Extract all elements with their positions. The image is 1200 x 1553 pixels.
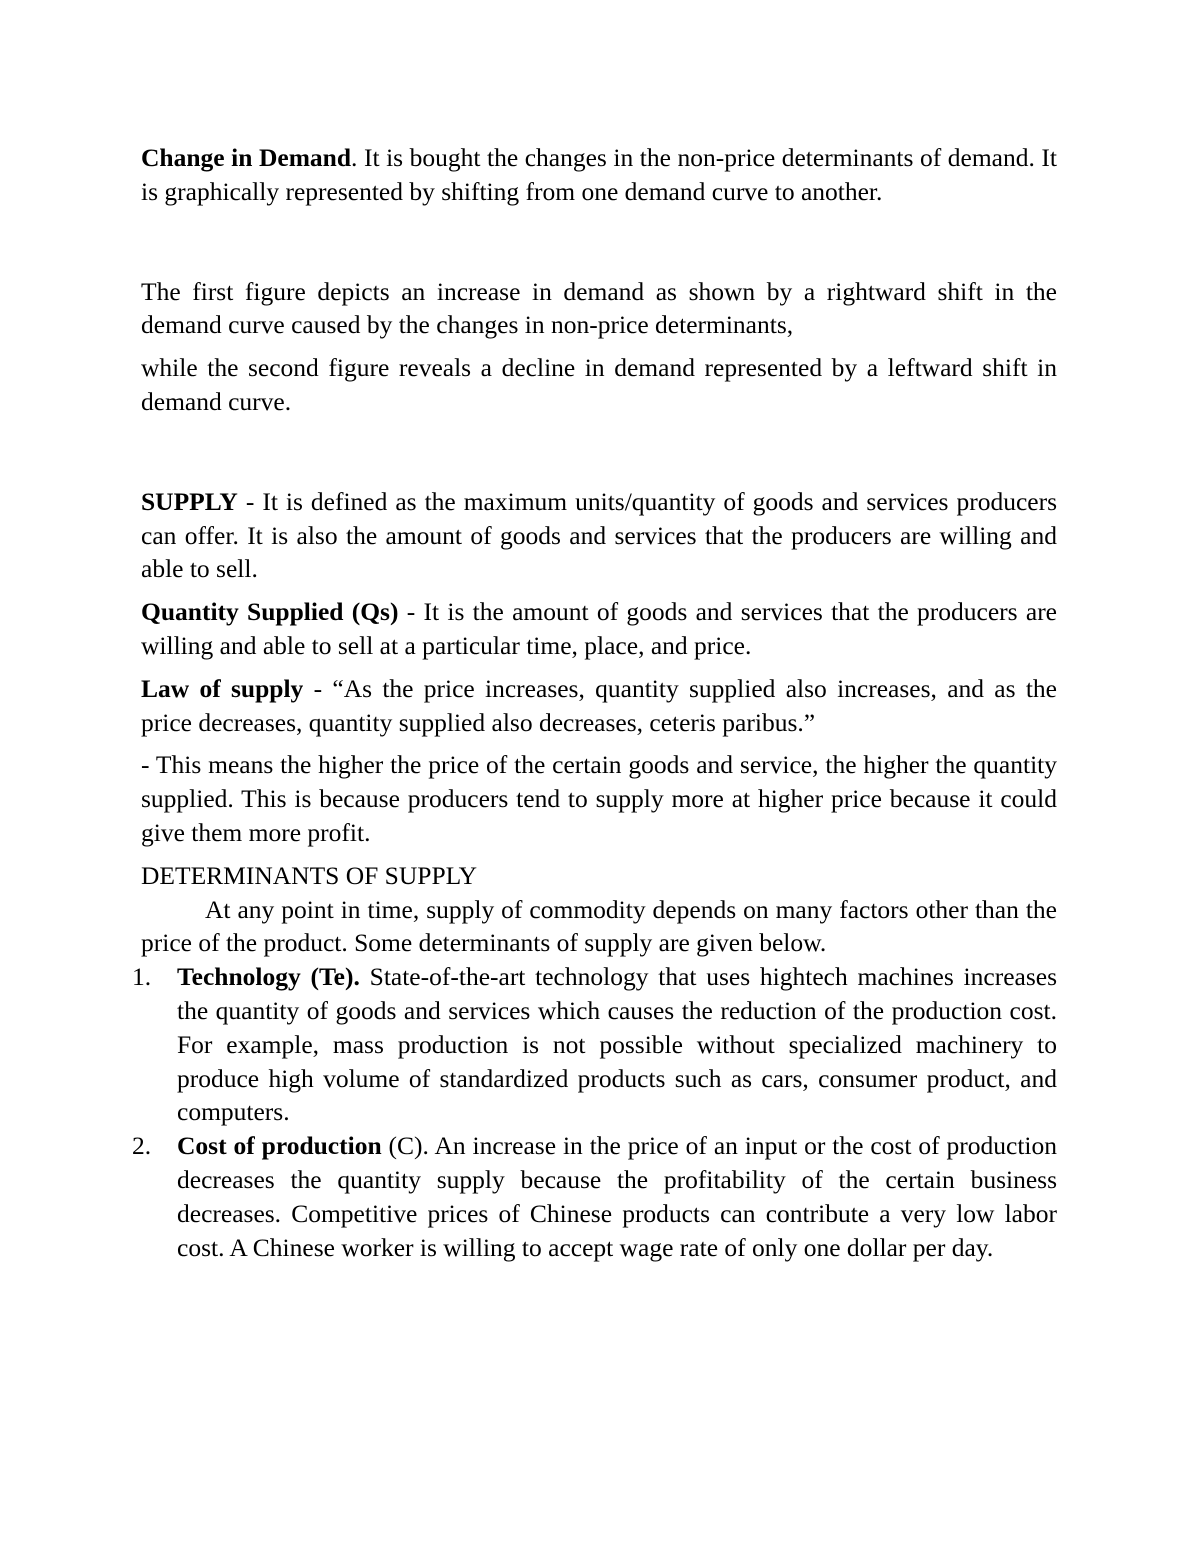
cost-of-production-term-suffix: (C). [381, 1131, 429, 1161]
cost-of-production-text: An increase in the price of an input or the cost of production decreases the quantity supply because the profitability of the certain business decreases. Competitive prices of Chinese products can contribute a very low labor cost. A Chinese worker is willing to accept wage rate of only one dollar per day. [177, 1131, 1057, 1262]
quantity-supplied-paragraph [141, 595, 1057, 663]
list-item-number: 1. [132, 962, 152, 992]
determinants-intro: At any point in time, supply of commodity depends on many factors other than the price of the product. Some determinants of supply are given below. [141, 894, 1057, 958]
supply-text: - It is defined as the maximum units/quantity of goods and services producers can offer. It is also the amount of goods and services that the producers are willing and able to sell. [141, 486, 1057, 584]
determinants-heading: DETERMINANTS OF SUPPLY [141, 860, 478, 890]
law-explanation-paragraph: - This means the higher the price of the certain goods and service, the higher the quantity supplied. This is because producers tend to supply more at higher price because it could give them more profit. [141, 750, 1057, 847]
change-in-demand-paragraph [141, 141, 1057, 209]
quantity-supplied-text: - It is the amount of goods and services that the producers are willing and able to sell at a particular time, place, and price. [141, 597, 1058, 660]
supply-term: SUPPLY [141, 486, 238, 516]
quantity-supplied-term: Quantity Supplied (Qs) [141, 597, 399, 627]
determinants-list [132, 960, 1057, 1264]
change-in-demand-text: . It is bought the changes in the non-price determinants of demand. It is graphically represented by shifting from one demand curve to another. [141, 143, 1057, 206]
second-figure-paragraph: while the second figure reveals a decline in demand represented by a leftward shift in demand curve. [141, 353, 1057, 416]
law-of-supply-text: - “As the price increases, quantity supplied also increases, and as the price decreases, quantity supplied also decreases, ceteris paribus.” [141, 673, 1057, 737]
change-in-demand-term: Change in Demand [141, 143, 352, 172]
first-figure-paragraph: The first figure depicts an increase in demand as shown by a rightward shift in the demand curve caused by the changes in non-price determinants, [141, 276, 1057, 340]
list-item [132, 960, 1057, 1129]
technology-term: Technology (Te). [177, 962, 360, 992]
document-body [132, 141, 1058, 1264]
supply-paragraph [141, 485, 1057, 586]
cost-of-production-term: Cost of production [177, 1131, 382, 1161]
law-of-supply-term: Law of supply [141, 673, 304, 703]
list-item-number: 2. [132, 1131, 152, 1161]
technology-text: State-of-the-art technology that uses hightech machines increases the quantity of goods and services which causes the reduction of the production cost. For example, mass production is not possible without specialized machinery to produce high volume of standardized products such as cars, consumer product, and computers. [177, 962, 1057, 1127]
law-of-supply-paragraph [141, 672, 1057, 740]
list-item [132, 1129, 1057, 1264]
